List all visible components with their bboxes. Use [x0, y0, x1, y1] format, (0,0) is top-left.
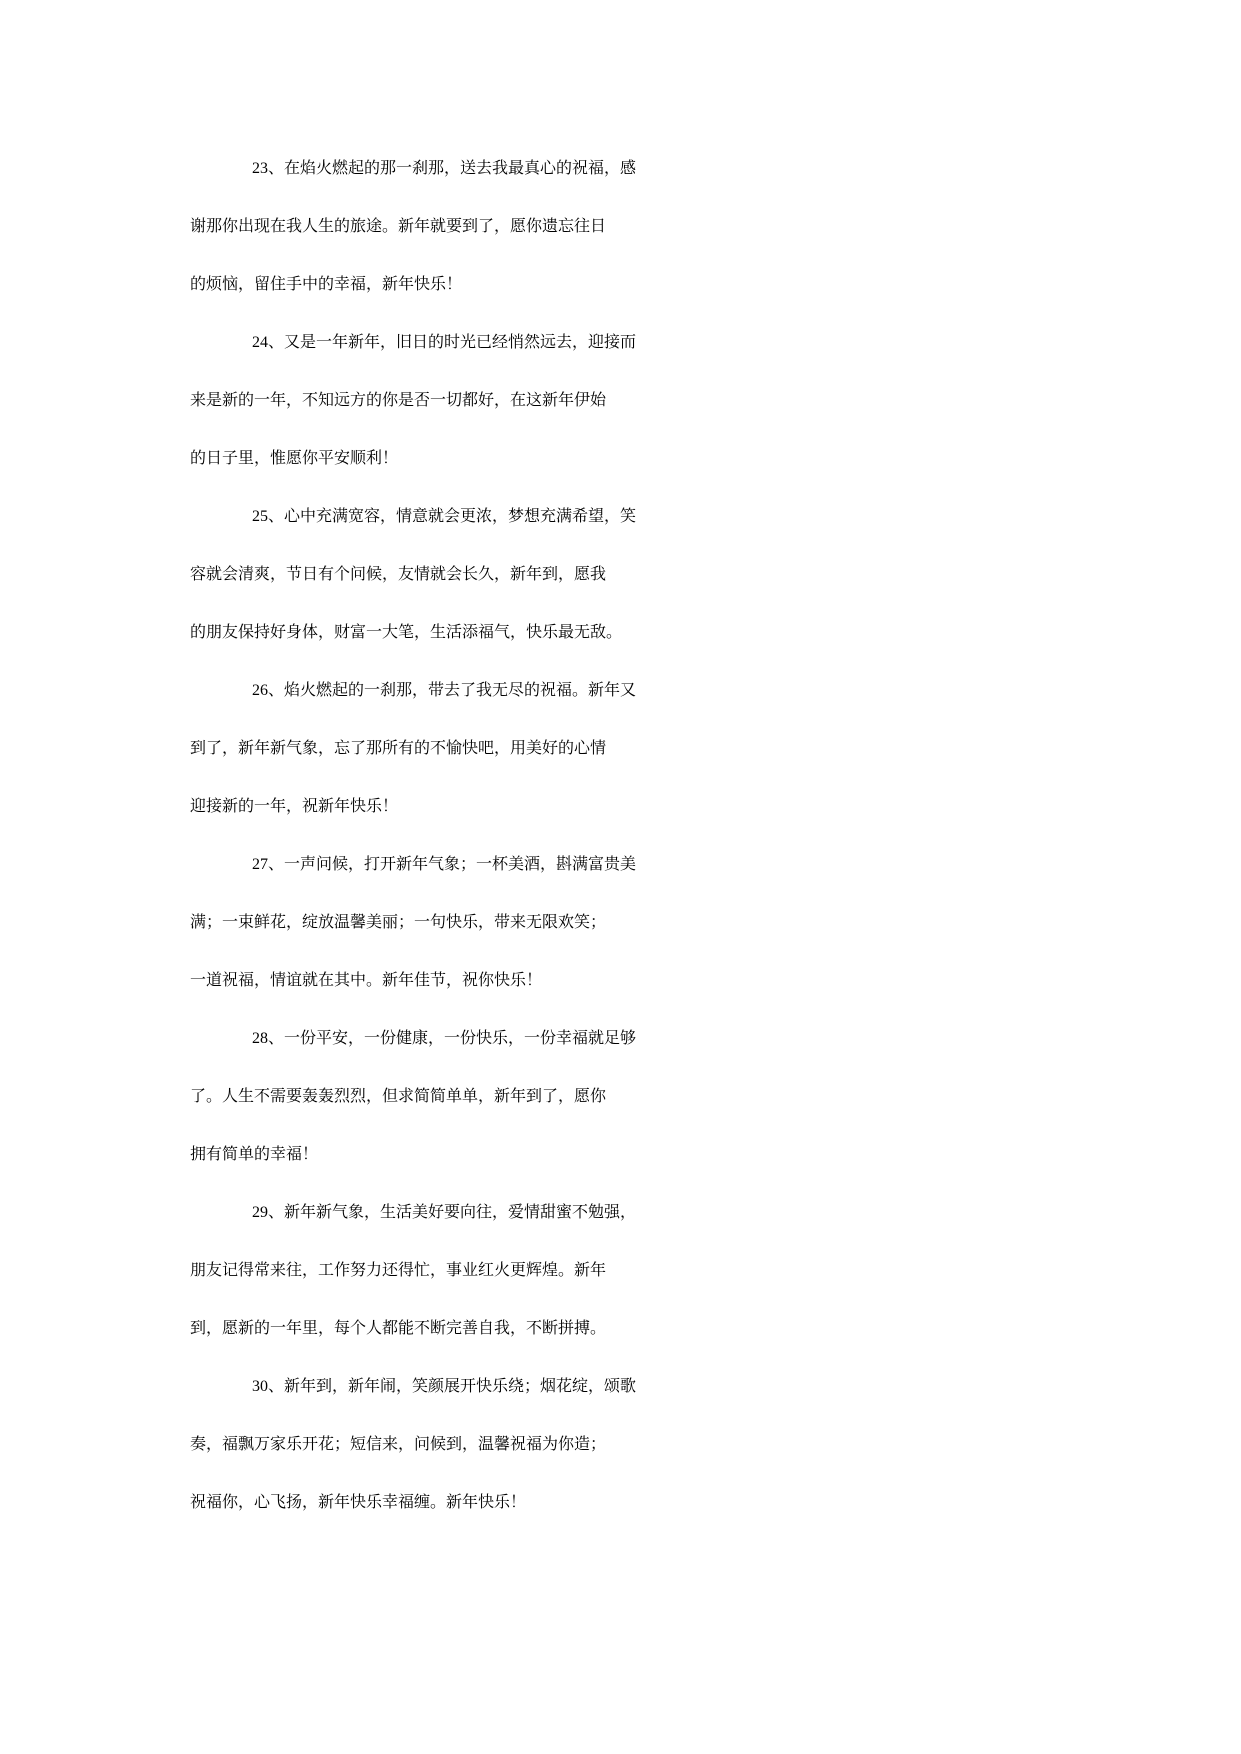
paragraph-30	[190, 1373, 1060, 1547]
paragraph-line: 来是新的一年，不知远方的你是否一切都好，在这新年伊始	[190, 392, 607, 409]
paragraph-line: 25、心中充满宽容，情意就会更浓，梦想充满希望，笑	[252, 508, 637, 525]
paragraph-line: 26、焰火燃起的一刹那，带去了我无尽的祝福。新年又	[252, 682, 637, 699]
paragraph-line: 迎接新的一年，祝新年快乐！	[190, 798, 399, 815]
paragraph-line: 一道祝福，情谊就在其中。新年佳节，祝你快乐！	[190, 972, 543, 989]
paragraph-line: 奏，福飘万家乐开花；短信来，问候到，温馨祝福为你造；	[190, 1436, 607, 1453]
paragraph-line: 28、一份平安，一份健康，一份快乐，一份幸福就足够	[252, 1030, 637, 1047]
paragraph-line: 祝福你，心飞扬，新年快乐幸福缠。新年快乐！	[190, 1494, 527, 1511]
paragraph-24	[190, 329, 1060, 503]
document-body	[190, 155, 1060, 1547]
paragraph-line: 的日子里，惟愿你平安顺利！	[190, 450, 399, 467]
paragraph-line: 到，愿新的一年里，每个人都能不断完善自我，不断拼搏。	[190, 1320, 607, 1337]
paragraph-line: 的朋友保持好身体，财富一大笔，生活添福气，快乐最无敌。	[190, 624, 623, 641]
paragraph-line: 到了，新年新气象，忘了那所有的不愉快吧，用美好的心情	[190, 740, 607, 757]
paragraph-line: 23、在焰火燃起的那一刹那，送去我最真心的祝福，感	[252, 160, 637, 177]
paragraph-line: 27、一声问候，打开新年气象；一杯美酒，斟满富贵美	[252, 856, 637, 873]
paragraph-line: 30、新年到，新年闹，笑颜展开快乐绕；烟花绽，颂歌	[252, 1378, 637, 1395]
paragraph-line: 的烦恼，留住手中的幸福，新年快乐！	[190, 276, 463, 293]
paragraph-line: 拥有简单的幸福！	[190, 1146, 319, 1163]
paragraph-25	[190, 503, 1060, 677]
paragraph-line: 容就会清爽，节日有个问候，友情就会长久，新年到，愿我	[190, 566, 607, 583]
paragraph-line: 朋友记得常来往，工作努力还得忙，事业红火更辉煌。新年	[190, 1262, 607, 1279]
paragraph-26	[190, 677, 1060, 851]
paragraph-line: 29、新年新气象，生活美好要向往，爱情甜蜜不勉强，	[252, 1204, 637, 1221]
paragraph-line: 满；一束鲜花，绽放温馨美丽；一句快乐，带来无限欢笑；	[190, 914, 607, 931]
paragraph-line: 了。人生不需要轰轰烈烈，但求简简单单，新年到了，愿你	[190, 1088, 607, 1105]
paragraph-27	[190, 851, 1060, 1025]
paragraph-line: 24、又是一年新年，旧日的时光已经悄然远去，迎接而	[252, 334, 637, 351]
paragraph-29	[190, 1199, 1060, 1373]
paragraph-28	[190, 1025, 1060, 1199]
paragraph-23	[190, 155, 1060, 329]
paragraph-line: 谢那你出现在我人生的旅途。新年就要到了，愿你遗忘往日	[190, 218, 607, 235]
